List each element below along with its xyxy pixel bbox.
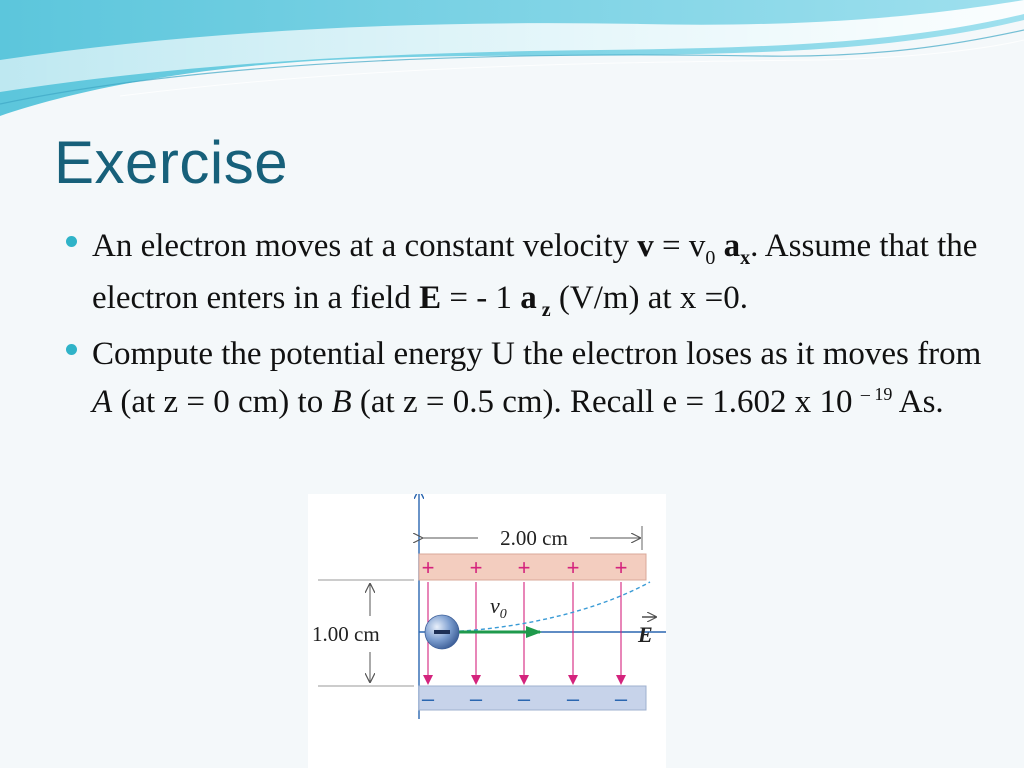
bullet-list <box>66 222 986 430</box>
bullet2-text-2: (at z = 0 cm) to <box>112 384 332 420</box>
velocity-label <box>490 593 507 622</box>
minus-sign: – <box>421 686 435 711</box>
slide-title: Exercise <box>54 129 289 196</box>
electron-deflection-figure <box>308 494 666 768</box>
unit-vector-z-symbol: a <box>520 280 537 316</box>
point-a-label: A <box>92 384 113 420</box>
bullet2-text-1: Compute the potential energy U the electron loses as it moves from <box>92 336 982 372</box>
velocity-label-v: v <box>490 593 500 618</box>
field-symbol: E <box>419 280 442 316</box>
plus-sign: + <box>421 555 435 580</box>
minus-sign: – <box>566 686 580 711</box>
negative-plate <box>419 686 646 710</box>
bullet1-text-6: (V/m) at x =0. <box>550 280 748 316</box>
bullet1-text-5: = - 1 <box>441 280 521 316</box>
minus-sign: – <box>469 686 483 711</box>
plus-sign: + <box>614 555 628 580</box>
bullet1-text-1: An electron moves at a constant velocity <box>92 228 638 264</box>
height-label: 1.00 cm <box>312 622 380 646</box>
minus-sign: – <box>614 686 628 711</box>
plus-sign: + <box>566 555 580 580</box>
electron-trajectory <box>432 582 650 632</box>
bullet1-text-3 <box>715 228 723 264</box>
electron-charge-sign <box>434 630 450 634</box>
plus-sign: + <box>517 555 531 580</box>
velocity-symbol: v <box>637 228 654 264</box>
positive-plate <box>419 554 646 580</box>
unit-vector-subscript: x <box>740 247 751 269</box>
bullet2-text-4: As. <box>892 384 944 420</box>
width-label: 2.00 cm <box>500 526 568 550</box>
bullet-item-2 <box>66 330 986 430</box>
plus-sign: + <box>469 555 483 580</box>
bullet1-text-2: = v <box>653 228 706 264</box>
bullet1-text-4: . Assume that the electron enters in a field <box>92 228 978 316</box>
bullet-dot-icon <box>66 344 77 355</box>
exponent: – 19 <box>860 384 893 404</box>
unit-vector-symbol: a <box>723 228 741 264</box>
velocity-subscript: 0 <box>705 247 716 269</box>
bullet-dot-icon <box>66 236 77 247</box>
minus-sign: – <box>517 686 531 711</box>
unit-vector-z-subscript: z <box>536 299 551 321</box>
velocity-label-sub: 0 <box>499 607 507 622</box>
field-label: E <box>638 622 653 647</box>
figure-diagram <box>308 494 666 768</box>
bullet-item-1 <box>66 222 986 326</box>
bullet2-text-3: (at z = 0.5 cm). Recall e = 1.602 x 10 <box>351 384 861 420</box>
point-b-label: B <box>331 384 352 420</box>
header-wave-decoration <box>0 0 1024 130</box>
